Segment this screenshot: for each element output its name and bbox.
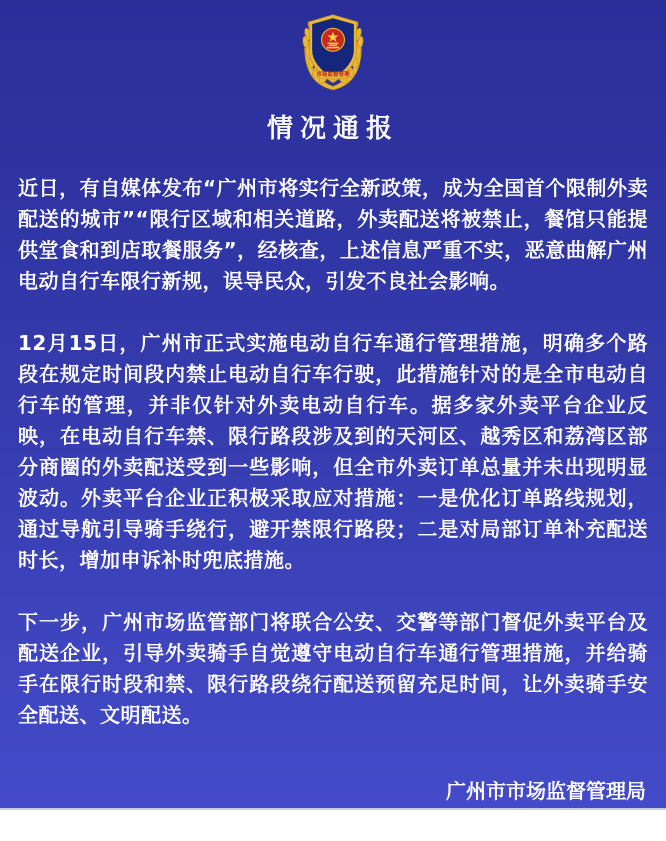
signature-date: 2023年12月23日 <box>448 812 620 836</box>
badge-banner-text: 市场监督管理 <box>316 71 350 78</box>
notice-paragraph-1: 近日，有自媒体发布“广州市将实行全新政策，成为全国首个限制外卖配送的城市”“限行区域和相关道路，外卖配送将被禁止，餐馆只能提供堂食和到店取餐服务”，经核查，上述信息严重不实，恶意曲解广州电动自行车限行新规，误导民众，引发不良社会影响。 <box>18 176 648 293</box>
page-title: 情况通报 <box>266 114 399 144</box>
notice-paragraph-2: 12月15日，广州市正式实施电动自行车通行管理措施，明确多个路段在规定时间段内禁止电动自行车行驶，此措施针对的是全市电动自行车的管理，并非仅针对外卖电动自行车。据多家外卖平台企业反映，在电动自行车禁、限行路段涉及到的天河区、越秀区和荔湾区部分商圈的外卖配送受到一些影响，但全市外卖订单总量并未出现明显波动。外卖平台企业正积极采取应对措施：一是优化订单路线规划，通过导航引导骑手绕行，避开禁限行路段；二是对局部订单补充配送时长，增加申诉补时兜底措施。 <box>18 331 648 572</box>
notice-body <box>0 173 666 731</box>
notice-paragraph-3: 下一步，广州市场监管部门将联合公安、交警等部门督促外卖平台及配送企业，引导外卖骑手自觉遵守电动自行车通行管理措施，并给骑手在限行时段和禁、限行路段绕行配送预留充足时间，让外卖骑手安全配送、文明配送。 <box>18 610 648 727</box>
market-supervision-badge-icon <box>291 12 375 94</box>
emblem-container <box>0 0 666 94</box>
signature-agency: 广州市市场监督管理局 <box>446 779 646 803</box>
